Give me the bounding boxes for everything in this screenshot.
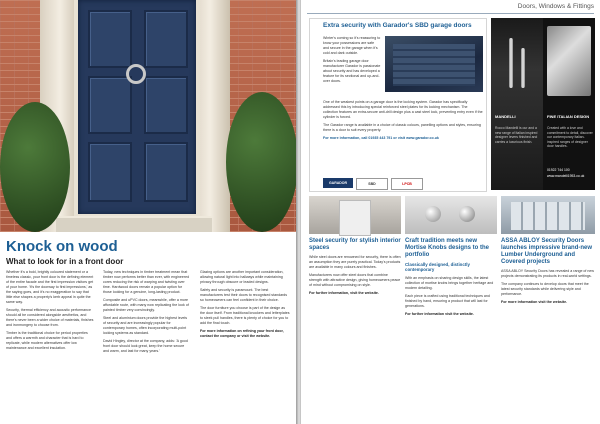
door-panel bbox=[144, 76, 188, 134]
article-column-1 bbox=[6, 270, 94, 354]
paragraph: The company continues to develop doors that meet the latest security standards while delivering style and performance. bbox=[501, 282, 589, 296]
handle-closeup-image bbox=[547, 26, 591, 96]
article-title: Knock on wood bbox=[6, 238, 118, 255]
advert-phone: 01922 744 100 bbox=[547, 168, 570, 172]
advert-brand: MANDELLI bbox=[495, 114, 516, 119]
right-page bbox=[301, 0, 600, 424]
garage-door-panels bbox=[393, 44, 475, 86]
front-door-photo bbox=[0, 0, 296, 232]
blue-front-door bbox=[74, 0, 200, 218]
article-title: Steel security for stylish interior spaces bbox=[309, 238, 401, 251]
door-handle-image bbox=[521, 48, 525, 88]
garador-logos bbox=[323, 178, 423, 188]
paragraph: Today, new techniques in timber treatment mean that timber now performs better than ever, with engineered cores reducing the risk of warping and twisting over time. Hardwood doors remain a popular option for those looking for a genuine, long-lasting product. bbox=[103, 270, 190, 294]
garador-logo: GARADOR bbox=[323, 178, 353, 188]
door-handle-image bbox=[509, 38, 513, 88]
article-title: Craft tradition meets new Mortise Knobs designs to the portfolio bbox=[405, 238, 490, 258]
paragraph: One of the weakest points on a garage door is the locking system. Garador has specifically addressed this by introducing special reinforced steel plates for its locking mechanism. The collection features an extra-secure anti-drill design plus a cast steel lock, preventing entry even if the cylinder is forced. bbox=[323, 100, 483, 119]
garador-intro bbox=[323, 36, 381, 84]
building-interior-image bbox=[511, 202, 585, 230]
paragraph: Each piece is crafted using traditional techniques and finished by hand, ensuring a product that will last for generations. bbox=[405, 293, 490, 308]
garage-door-photo bbox=[385, 36, 483, 92]
mandelli-advert[interactable] bbox=[491, 18, 595, 190]
paragraph: Glazing options are another important consideration, allowing natural light into hallways while maintaining privacy through obscure or leaded designs. bbox=[200, 270, 284, 284]
door-knocker-icon bbox=[126, 64, 146, 84]
door-panel bbox=[88, 10, 132, 68]
left-page bbox=[0, 0, 296, 424]
sbd-logo: SBD bbox=[356, 178, 388, 190]
door-step bbox=[56, 216, 212, 232]
door-panel bbox=[88, 76, 132, 134]
door-panel bbox=[144, 10, 188, 68]
advert-web[interactable]: www.mandelli1953.co.uk bbox=[547, 174, 585, 178]
paragraph: Safety and security is paramount. The best manufacturers test their doors to recognised standards so homeowners can feel confident in their choice. bbox=[200, 288, 288, 302]
paragraph: While steel doors are renowned for security, there is often an assumption they are purely practical. Today's products are available in many colours and finishes. bbox=[309, 255, 401, 269]
advert-text-1: Rocco Mandelli is our and a new range of Italian inspired designer levers finished and carries a luxurious finish. bbox=[495, 126, 538, 144]
mortise-knob-photo bbox=[405, 196, 497, 234]
article-lead: Classically designed, distinctly contemporary bbox=[405, 262, 470, 273]
paragraph: Steel and aluminium doors provide the highest levels of security and are increasingly popular for contemporary homes, often incorporating multi-point locking systems as standard. bbox=[103, 316, 188, 335]
lpcb-logo: LPCB bbox=[391, 178, 423, 190]
advert-title: FINE ITALIAN DESIGN bbox=[547, 114, 590, 119]
door-panel bbox=[144, 142, 188, 202]
paragraph: Whether it's a bold, brightly coloured statement or a timeless classic, your front door is the defining element of the entire facade and the first impression visitors get of your home. 'It's the doorway to first impressions,' as the saying goes, and it's no exaggeration to say that little else shapes a property's kerb appeal in quite the same way. bbox=[6, 270, 94, 304]
article-contact[interactable]: For further information, visit the website. bbox=[309, 291, 379, 295]
knob-image bbox=[459, 206, 475, 222]
article-contact[interactable]: For further information visit the website. bbox=[405, 311, 474, 316]
white-door-image bbox=[339, 200, 371, 236]
paragraph: Winter's coming so it's reassuring to know your possessions are safe and secure in the garage when it's cold and dark outside. bbox=[323, 36, 381, 55]
steel-door-photo bbox=[309, 196, 401, 234]
article-column-2 bbox=[103, 270, 191, 357]
paragraph: With an emphasis on sharing design skills, the latest collection of mortise knobs brings together heritage and modern detailing. bbox=[405, 275, 494, 290]
door-panel bbox=[88, 142, 132, 202]
right-topiary-plant bbox=[226, 92, 296, 232]
knob-image bbox=[425, 206, 441, 222]
paragraph: The door furniture you choose is part of the design as the door itself. From traditional knockers and letterplates to sleek pull handles, there is plenty of choice for you to add the final touch. bbox=[200, 306, 290, 325]
advert-text-2: Created with a love and commitment to detail, discover our contemporary Italian-inspired ranges of designer door handles. bbox=[547, 126, 593, 148]
article-mortise-knobs bbox=[405, 238, 497, 320]
section-header: Doors, Windows & Fittings bbox=[517, 3, 594, 10]
paragraph: Timber is the traditional choice for period properties and offers a warmth and character that is hard to replicate, while modern alternatives offer low maintenance and excellent insulation. bbox=[6, 331, 88, 350]
paragraph: ASSA ABLOY Security Doors has revealed a range of new projects demonstrating its products in real-world settings. bbox=[501, 269, 595, 278]
garador-title: Extra security with Garador's SBD garage doors bbox=[323, 22, 472, 29]
assa-abloy-photo bbox=[501, 196, 595, 234]
article-steel-security bbox=[309, 238, 401, 299]
paragraph: The Garador range is available in a choice of classic colours, panelling options and styles, ensuring there is a door to suit every property. bbox=[323, 123, 481, 132]
left-topiary-plant bbox=[0, 102, 70, 232]
paragraph: Composite and uPVC doors, meanwhile, offer a more affordable route, with many now replicating the look of painted timber very convincingly. bbox=[103, 298, 189, 312]
article-title: ASSA ABLOY Security Doors launches impressive brand-new Lumber Underground and Covered projects bbox=[501, 238, 593, 265]
paragraph: Manufacturers now offer steel doors that combine strength with attractive design, giving homeowners peace of mind without compromising on style. bbox=[309, 273, 401, 287]
contact-info-link[interactable]: For more information on refining your front door, contact the company or visit the website. bbox=[200, 329, 284, 338]
garador-body bbox=[323, 100, 483, 144]
article-column-3 bbox=[200, 270, 290, 342]
paragraph: David Hingley, director at the company, adds: 'A good front door should look great, keep the home secure and warm, and last for many years.' bbox=[103, 339, 188, 353]
advert-dark-panel bbox=[491, 18, 543, 190]
paragraph: Britain's leading garage door manufacturer Garador is passionate about security and has developed a feature for its sectional and up-and-over doors. bbox=[323, 59, 381, 83]
article-subtitle: What to look for in a front door bbox=[6, 257, 124, 266]
article-contact[interactable]: For more information visit the website. bbox=[501, 300, 568, 304]
article-assa-abloy bbox=[501, 238, 595, 308]
garador-contact[interactable]: For more information, call 01935 443 791 or visit www.garador.co.uk bbox=[323, 136, 439, 140]
paragraph: Security, thermal efficiency and acoustic performance should all be considered alongside aesthetics, and there's never been a wider choice of materials, finishes and ironmongery to choose from. bbox=[6, 308, 94, 327]
header-rule bbox=[307, 13, 594, 14]
